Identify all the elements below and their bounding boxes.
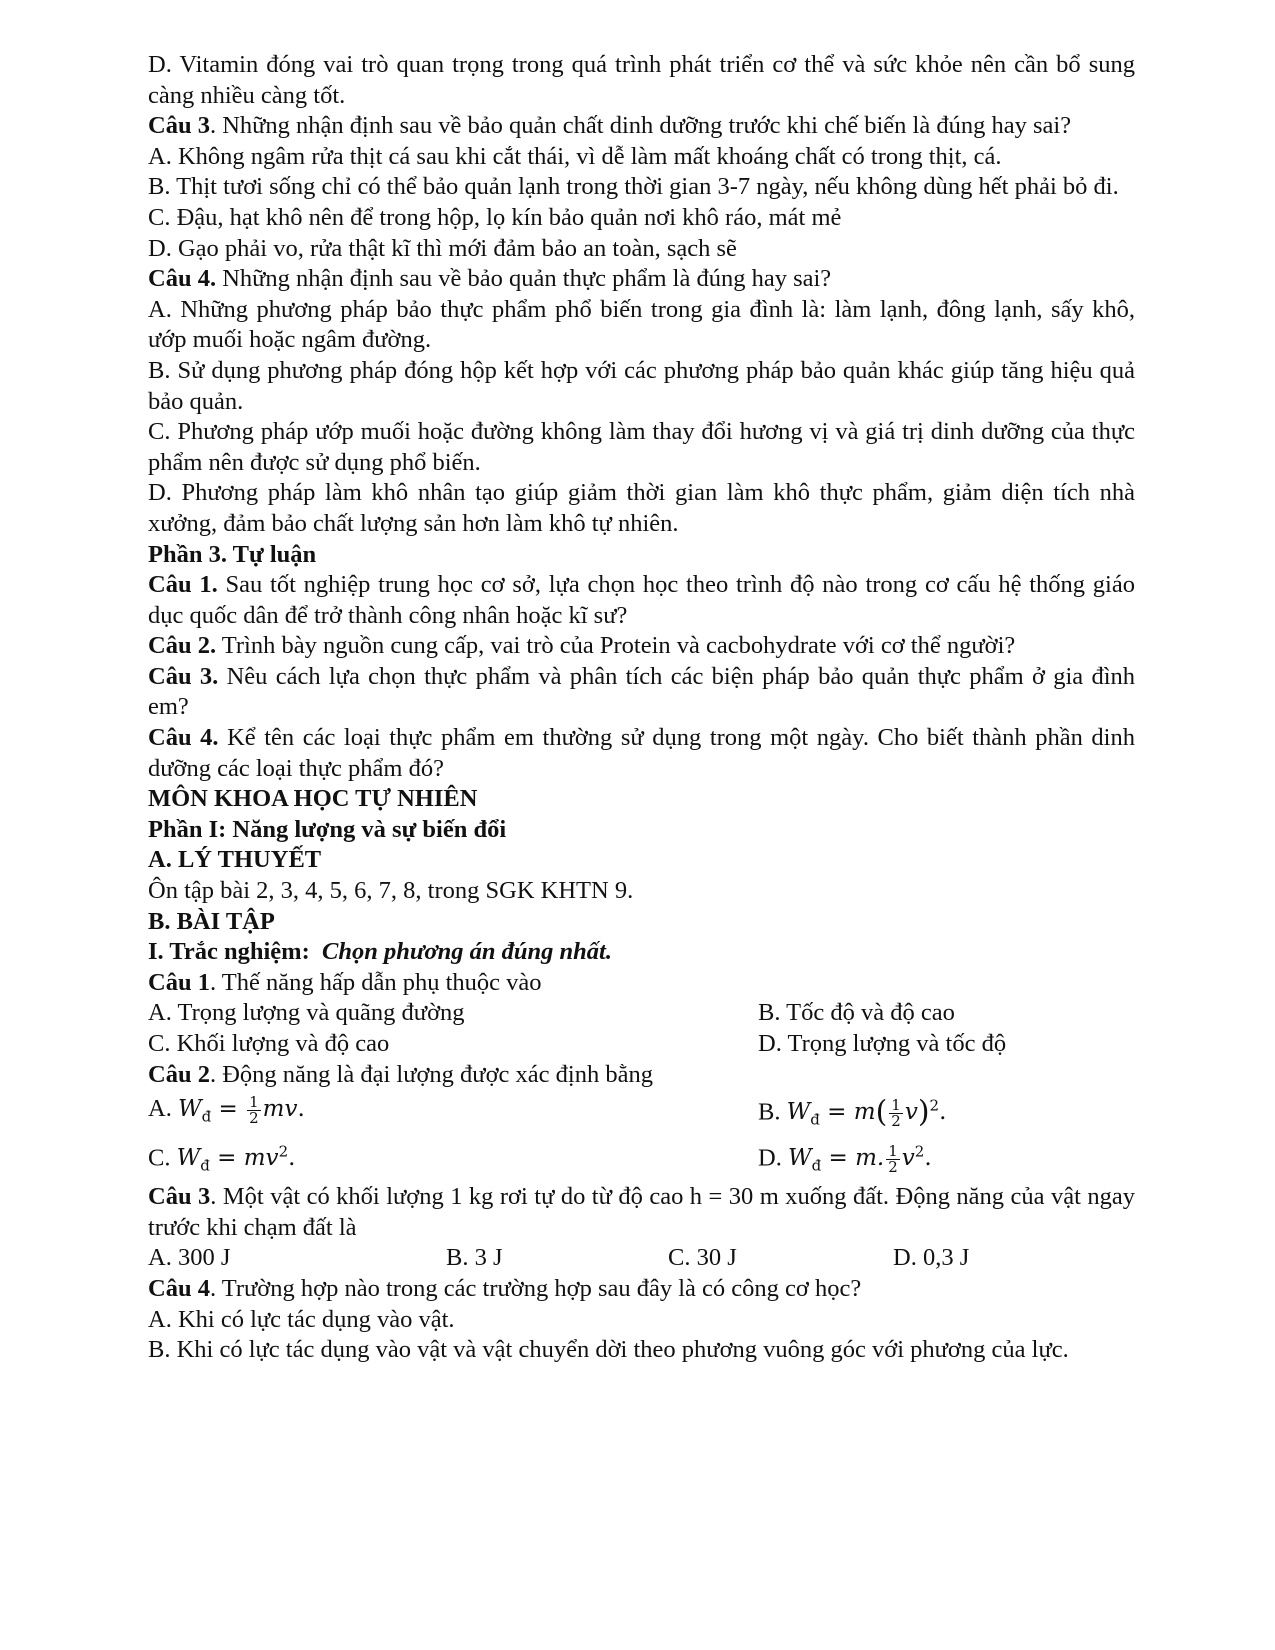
question-label: Câu 4. [148, 265, 217, 293]
question-text: . Một vật có khối lượng 1 kg rơi tự do từ độ cao h = 30 m xuống đất. Động năng của vật ngay trước khi chạm đất là [148, 1183, 1135, 1241]
tech-q3-option-a: A. Không ngâm rửa thịt cá sau khi cắt thái, vì dễ làm mất khoáng chất có trong thịt, cá. [148, 142, 1002, 170]
tech-q3-option-c: C. Đậu, hạt khô nên để trong hộp, lọ kín bảo quản nơi khô ráo, mát mẻ [148, 203, 842, 231]
subject-title: MÔN KHOA HỌC TỰ NHIÊN [148, 785, 478, 813]
question-text: . Trường hợp nào trong các trường hợp sau đây là có công cơ học? [209, 1274, 862, 1302]
sci-q2-stem [148, 1060, 1135, 1091]
question-text: . Những nhận định sau về bảo quản chất dinh dưỡng trước khi chế biến là đúng hay sai? [209, 112, 1072, 140]
tech-q3-option-d: D. Gạo phải vo, rửa thật kĩ thì mới đảm bảo an toàn, sạch sẽ [148, 234, 737, 262]
mcq-heading [148, 937, 1135, 968]
question-text: Những nhận định sau về bảo quản thực phẩm là đúng hay sai? [216, 265, 832, 293]
tech-q4-option-a: A. Những phương pháp bảo thực phẩm phổ biến trong gia đình là: làm lạnh, đông lạnh, sấy khô, ướp muối hoặc ngâm đường. [148, 295, 1135, 354]
sci-q2-options-row-1 [148, 1090, 1135, 1136]
question-text: Trình bày nguồn cung cấp, vai trò của Protein và cacbohydrate với cơ thể người? [216, 632, 1016, 660]
sci-q1-option-d: D. Trọng lượng và tốc độ [758, 1030, 1007, 1057]
sci-q1-stem [148, 968, 1135, 999]
sci-q4-option-a: A. Khi có lực tác dụng vào vật. [148, 1305, 455, 1333]
theory-heading: A. LÝ THUYẾT [148, 846, 322, 874]
sci-q4-stem [148, 1274, 1135, 1305]
sci-q1-options-row-2 [148, 1029, 1135, 1060]
question-label: Câu 3 [148, 112, 210, 140]
question-text: Nêu cách lựa chọn thực phẩm và phân tích các biện pháp bảo quản thực phẩm ở gia đình em? [148, 662, 1135, 721]
tech-q4-option-d: D. Phương pháp làm khô nhân tạo giúp giảm thời gian làm khô thực phẩm, giảm diện tích nhà xưởng, đảm bảo chất lượng sản hơn làm khô tự nhiên. [148, 479, 1135, 537]
essay-q3 [148, 662, 1135, 723]
essay-q2 [148, 631, 1135, 662]
tech-q3-option-b: B. Thịt tươi sống chỉ có thể bảo quản lạnh trong thời gian 3-7 ngày, nếu không dùng hết phải bỏ đi. [148, 173, 1119, 201]
part1-heading: Phần I: Năng lượng và sự biến đổi [148, 815, 507, 843]
question-label: Câu 3 [148, 1183, 211, 1211]
sci-q4-option-b: B. Khi có lực tác dụng vào vật và vật chuyển dời theo phương vuông góc với phương của lực. [148, 1336, 1069, 1364]
question-label: Câu 4 [148, 1274, 210, 1302]
question-label: Câu 3. [148, 662, 219, 690]
sci-q3-options-row [148, 1243, 1135, 1274]
option-prefix: A. [148, 1095, 172, 1123]
sci-q3-stem [148, 1182, 1135, 1243]
question-text: . Thế năng hấp dẫn phụ thuộc vào [209, 968, 542, 996]
option-prefix: C. [148, 1144, 171, 1172]
essay-q4 [148, 723, 1135, 784]
theory-text: Ôn tập bài 2, 3, 4, 5, 6, 7, 8, trong SGK KHTN 9. [148, 877, 634, 905]
formula-b: $W_đ = m$( $\frac{1}{2}$ v)$^2$. [786, 1095, 947, 1131]
sci-q3-option-b: B. 3 J [446, 1244, 503, 1272]
sci-q1-option-b: B. Tốc độ và độ cao [758, 999, 955, 1027]
exercise-heading: B. BÀI TẬP [148, 907, 275, 935]
sci-q2-option-c [148, 1137, 758, 1182]
tech-q4-stem [148, 264, 1135, 295]
question-label: Câu 4. [148, 724, 219, 752]
formula-a: $W_đ$ = $\frac{1}{2}$ mv. [177, 1092, 305, 1127]
sci-q3-option-a: A. 300 J [148, 1244, 231, 1272]
question-text: Kể tên các loại thực phẩm em thường sử dụng trong một ngày. Cho biết thành phần dinh dưỡng các loại thực phẩm đó? [148, 724, 1135, 782]
question-text: . Động năng là đại lượng được xác định bằng [209, 1060, 653, 1088]
sci-q1-option-a: A. Trọng lượng và quãng đường [148, 999, 465, 1027]
mcq-instruction: Chọn phương án đúng nhất. [322, 938, 612, 966]
option-prefix: B. [758, 1098, 781, 1126]
tech-q4-option-b: B. Sử dụng phương pháp đóng hộp kết hợp với các phương pháp bảo quản khác giúp tăng hiệu quả bảo quản. [148, 356, 1135, 415]
formula-c: $W_đ = mv^2$. [176, 1142, 296, 1176]
tech-q2-option-d: D. Vitamin đóng vai trò quan trọng trong quá trình phát triển cơ thể và sức khỏe nên cần bổ sung càng nhiều càng tốt. [148, 51, 1135, 109]
question-text: Sau tốt nghiệp trung học cơ sở, lựa chọn học theo trình độ nào trong cơ cấu hệ thống giáo dục quốc dân để trở thành công nhân hoặc kĩ sư? [148, 571, 1135, 629]
tech-q3-stem [148, 111, 1135, 142]
sci-q1-options-row-1 [148, 998, 1135, 1029]
question-label: Câu 1 [148, 968, 210, 996]
tech-q4-option-c: C. Phương pháp ướp muối hoặc đường không làm thay đổi hương vị và giá trị dinh dưỡng của thực phẩm nên được sử dụng phổ biến. [148, 418, 1135, 476]
sci-q2-option-b [758, 1091, 946, 1136]
sci-q2-options-row-2 [148, 1136, 1135, 1182]
question-label: Câu 2. [148, 632, 217, 660]
question-label: Câu 2 [148, 1060, 210, 1088]
option-prefix: D. [758, 1144, 782, 1172]
question-label: Câu 1. [148, 571, 218, 599]
essay-section-heading: Phần 3. Tự luận [148, 540, 317, 568]
sci-q1-option-c: C. Khối lượng và độ cao [148, 1030, 390, 1057]
mcq-label: I. Trắc nghiệm: [148, 938, 310, 966]
sci-q2-option-a [148, 1094, 758, 1132]
sci-q2-option-d [758, 1137, 932, 1182]
essay-q1 [148, 570, 1135, 631]
sci-q3-option-c: C. 30 J [668, 1244, 737, 1272]
formula-d: $W_đ = m$. $\frac{1}{2}$ $v^2$. [787, 1141, 932, 1176]
sci-q3-option-d: D. 0,3 J [893, 1244, 970, 1272]
